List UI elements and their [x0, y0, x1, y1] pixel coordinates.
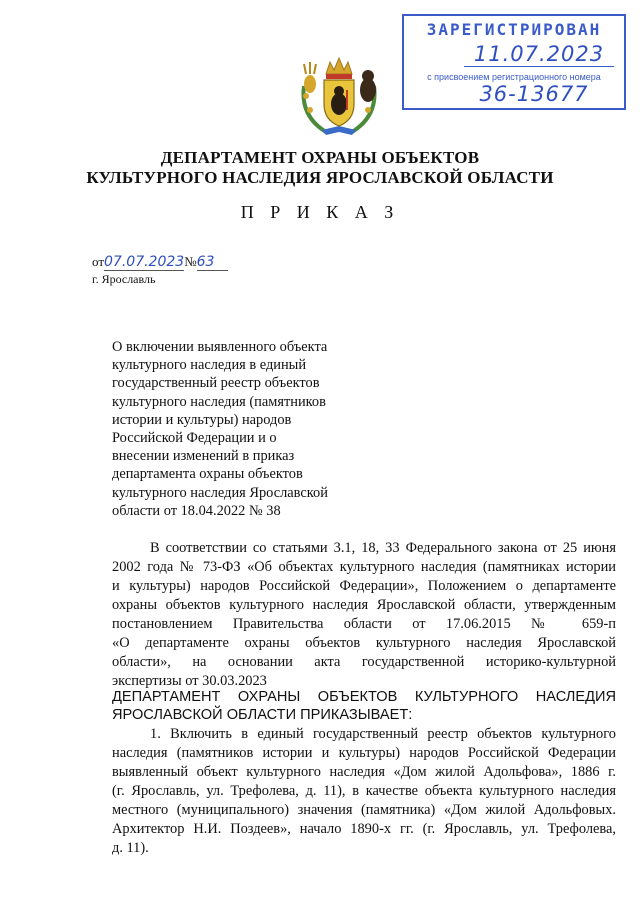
stamp-date: 11.07.2023	[464, 42, 614, 67]
preamble-line: 2002 года № 73-ФЗ «Об объектах культурного наследия (памятниках истории	[112, 559, 616, 575]
preamble-line: «О департаменте охраны объектов культурного наследия Ярославской	[112, 635, 616, 651]
subject-line: государственный реестр объектов	[112, 375, 320, 392]
stamp-registration-number: 36-13677	[479, 82, 589, 106]
order-subject	[112, 338, 352, 520]
order-date-line	[92, 254, 228, 270]
subject-line: Российской Федерации и о	[112, 430, 277, 447]
subject-line: внесении изменений в приказ	[112, 448, 295, 465]
order-date: 07.07.2023	[104, 254, 185, 270]
preamble-line: и культуры) народов Российской Федерации», Положением о департаменте	[112, 578, 616, 594]
order-number: 63	[196, 254, 215, 270]
directive-line: ЯРОСЛАВСКОЙ ОБЛАСТИ ПРИКАЗЫВАЕТ:	[112, 707, 413, 723]
item-1-line: Архитектор Н.И. Поздеев», начало 1890-х гг. (г. Ярославль, ул. Трефолева,	[112, 821, 616, 837]
subject-line: культурного наследия (памятников	[112, 393, 326, 410]
stamp-title: ЗАРЕГИСТРИРОВАН	[426, 20, 602, 39]
coat-of-arms-emblem	[296, 56, 382, 136]
document-type-title: П Р И К А З	[240, 202, 400, 222]
department-name-line-1: ДЕПАРТАМЕНТ ОХРАНЫ ОБЪЕКТОВ	[160, 148, 480, 167]
item-1-line: наследия (памятников истории и культуры) народов Российской Федерации	[112, 745, 616, 761]
preamble-line: постановлением Правительства области от 17.06.2015 № 659-п	[112, 616, 616, 632]
registration-stamp	[402, 14, 626, 110]
item-1-line: д. 11).	[112, 840, 149, 856]
department-name-line-2: КУЛЬТУРНОГО НАСЛЕДИЯ ЯРОСЛАВСКОЙ ОБЛАСТИ	[86, 168, 554, 187]
subject-line: культурного наследия Ярославской	[112, 484, 328, 501]
item-1-line: 1. Включить в единый государственный реестр объектов культурного	[150, 726, 616, 742]
item-1-line: (г. Ярославль, ул. Трефолева, д. 11), в качестве объекта культурного наследия	[112, 783, 616, 799]
preamble-line: охраны объектов культурного наследия Ярославской области, утвержденным	[112, 597, 616, 613]
preamble-line: области», на основании акта государственной историко-культурной	[112, 654, 616, 670]
subject-line: истории и культуры) народов	[112, 411, 292, 428]
item-1-line: местного (муниципального) значения (памятника) «Дом жилой Адольфовых.	[112, 802, 616, 818]
subject-line: культурного наследия в единый	[112, 357, 307, 374]
item-1-line: выявленный объект культурного наследия «Дом жилой Адольфова», 1886 г.	[112, 764, 616, 780]
stamp-caption: с присвоением регистрационного номера	[427, 72, 601, 82]
preamble-line: В соответствии со статьями 3.1, 18, 33 Федерального закона от 25 июня	[150, 540, 616, 556]
preamble-line: экспертизы от 30.03.2023	[112, 673, 267, 689]
subject-line: департамента охраны объектов	[112, 466, 303, 483]
number-sign: №	[184, 254, 197, 269]
subject-line: О включении выявленного объекта	[112, 339, 328, 355]
date-prefix: от	[92, 254, 105, 269]
issue-city: г. Ярославль	[92, 272, 156, 286]
subject-line: области от 18.04.2022 № 38	[112, 502, 281, 519]
number-underline	[214, 254, 227, 271]
directive-line: ДЕПАРТАМЕНТ ОХРАНЫ ОБЪЕКТОВ КУЛЬТУРНОГО НАСЛЕДИЯ	[112, 689, 616, 705]
